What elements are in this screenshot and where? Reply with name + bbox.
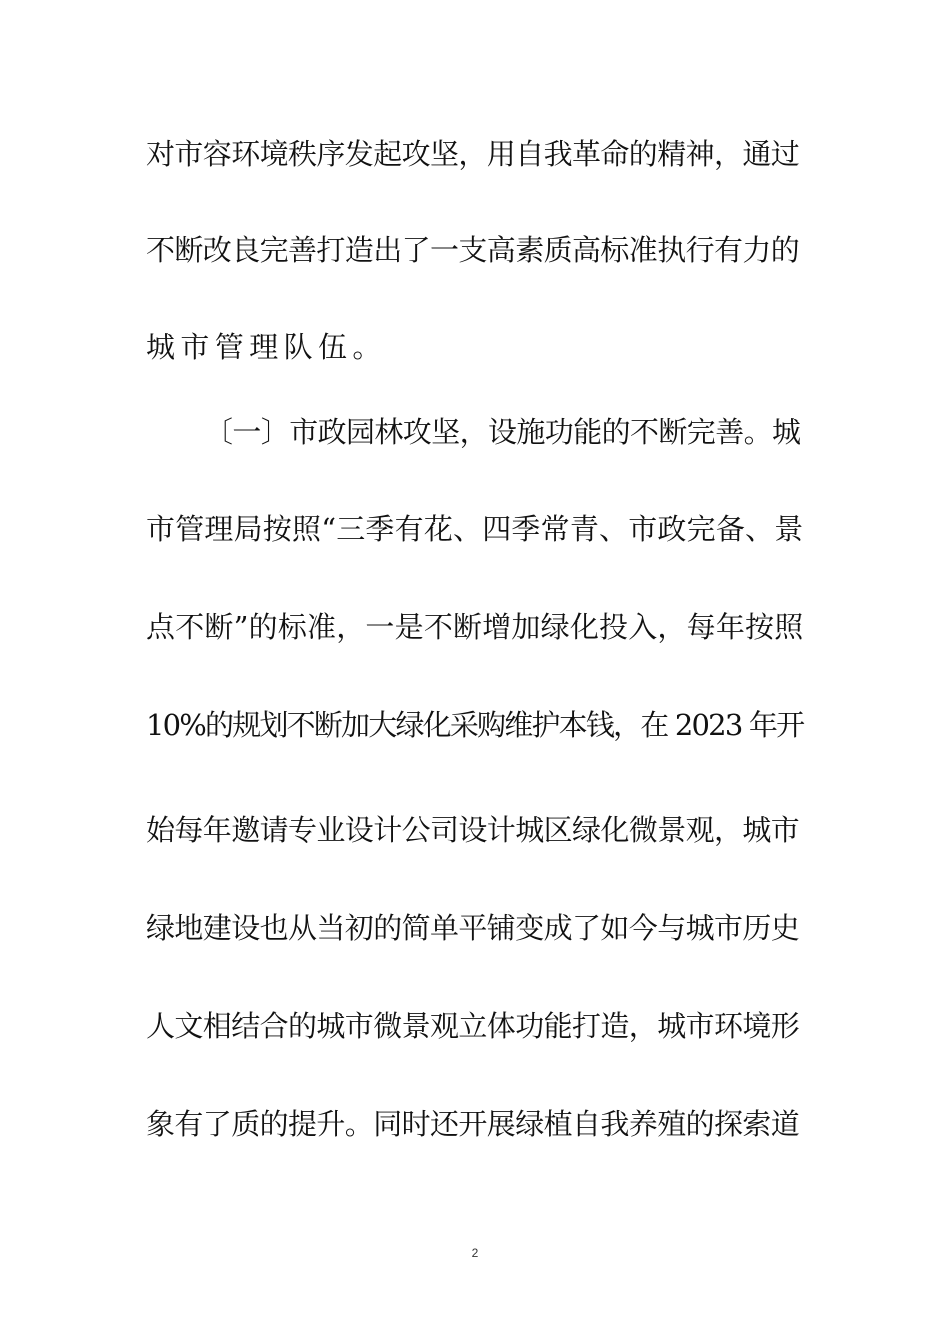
body-text-line: 人文相结合的城市微景观立体功能打造，城市环境形 [146, 1009, 800, 1043]
body-text-line: 象有了质的提升。同时还开展绿植自我养殖的探索道 [146, 1107, 800, 1141]
body-text-line: 始每年邀请专业设计公司设计城区绿化微景观，城市 [146, 813, 800, 847]
body-text-line: 城市管理队伍。 [146, 330, 387, 364]
section-heading-line: 〔一〕市政园林攻坚，设施功能的不断完善。城 [204, 415, 801, 449]
page-number: 2 [471, 1246, 479, 1260]
body-text-line: 点不断”的标准，一是不断增加绿化投入，每年按照 [146, 610, 804, 644]
body-text-line: 10%的规划不断加大绿化采购维护本钱，在 2023 年开 [146, 708, 804, 742]
body-text-line: 绿地建设也从当初的简单平铺变成了如今与城市历史 [146, 911, 800, 945]
body-text-line: 市管理局按照“三季有花、四季常青、市政完备、景 [146, 512, 804, 546]
body-text-line: 对市容环境秩序发起攻坚，用自我革命的精神，通过 [146, 137, 800, 171]
body-text-line: 不断改良完善打造出了一支高素质高标准执行有力的 [146, 233, 800, 267]
